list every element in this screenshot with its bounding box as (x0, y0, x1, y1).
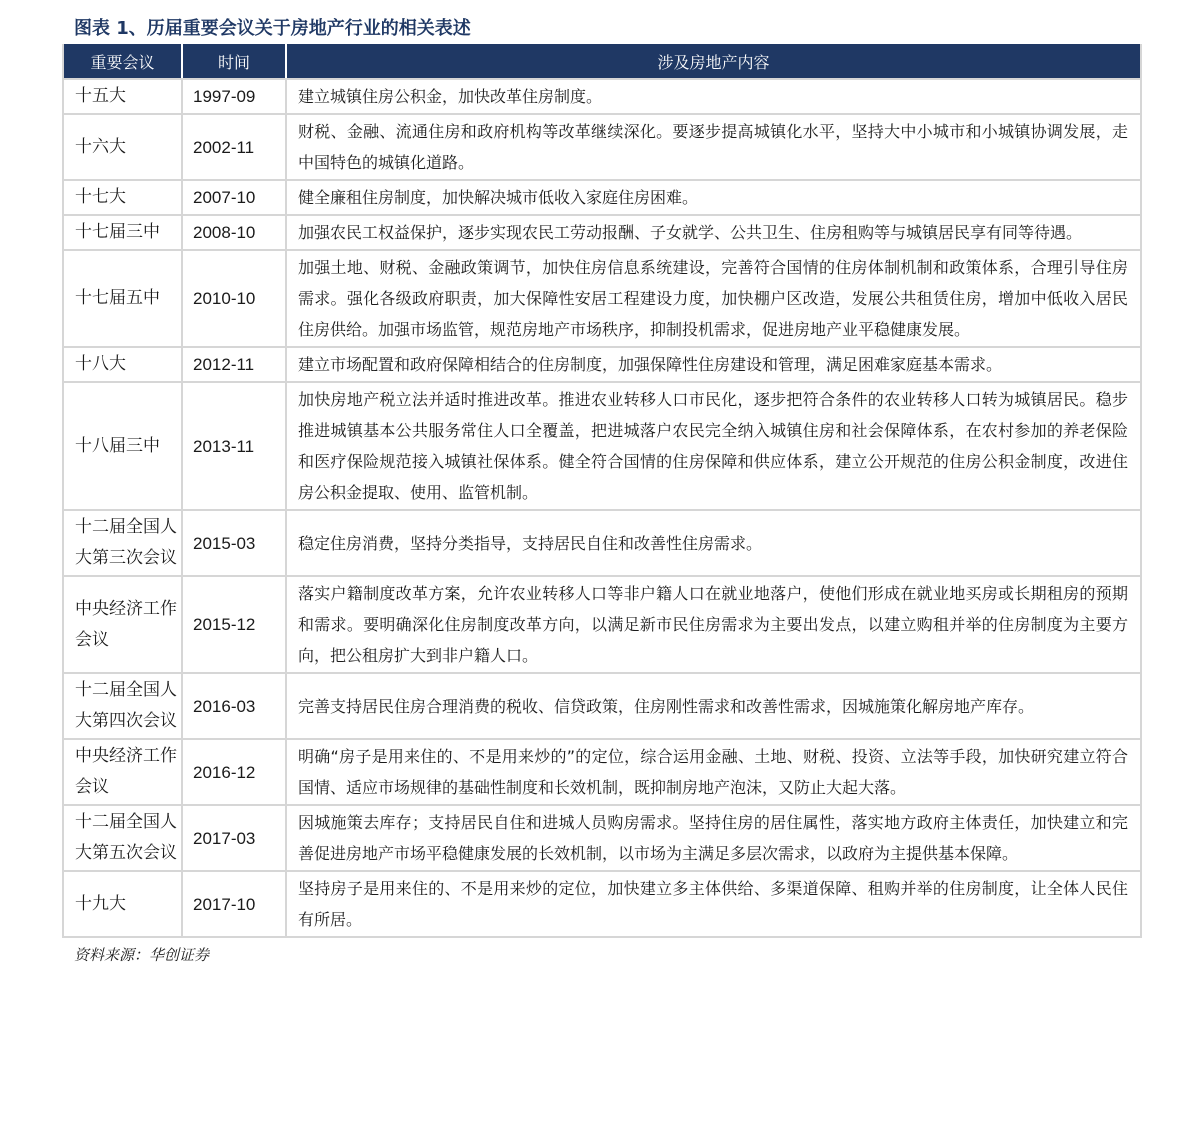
content-cell: 坚持房子是用来住的、不是用来炒的定位，加快建立多主体供给、多渠道保障、租购并举的住房制度，让全体人民住有所居。 (287, 870, 1140, 936)
time-cell: 2007-10 (183, 179, 287, 214)
meeting-cell: 十八届三中 (64, 381, 183, 509)
time-cell: 2017-03 (183, 804, 287, 870)
content-cell: 因城施策去库存；支持居民自住和进城人员购房需求。坚持住房的居住属性，落实地方政府主体责任，加快建立和完善促进房地产市场平稳健康发展的长效机制，以市场为主满足多层次需求，以政府为主提供基本保障。 (287, 804, 1140, 870)
meeting-cell: 十二届全国人大第三次会议 (64, 509, 183, 575)
time-cell: 2010-10 (183, 249, 287, 346)
meeting-cell: 十七大 (64, 179, 183, 214)
table-row (64, 346, 1140, 381)
table-row (64, 113, 1140, 179)
time-cell: 2002-11 (183, 113, 287, 179)
meeting-cell: 十六大 (64, 113, 183, 179)
time-cell: 2015-12 (183, 575, 287, 672)
content-cell: 健全廉租住房制度，加快解决城市低收入家庭住房困难。 (287, 179, 1140, 214)
time-cell: 2012-11 (183, 346, 287, 381)
time-cell: 2008-10 (183, 214, 287, 249)
table-row (64, 381, 1140, 509)
content-cell: 稳定住房消费，坚持分类指导，支持居民自住和改善性住房需求。 (287, 509, 1140, 575)
time-cell: 2015-03 (183, 509, 287, 575)
meeting-cell: 十九大 (64, 870, 183, 936)
time-cell: 2016-12 (183, 738, 287, 804)
content-cell: 建立市场配置和政府保障相结合的住房制度，加强保障性住房建设和管理，满足困难家庭基本需求。 (287, 346, 1140, 381)
meeting-cell: 十五大 (64, 78, 183, 113)
content-cell: 财税、金融、流通住房和政府机构等改革继续深化。要逐步提高城镇化水平，坚持大中小城市和小城镇协调发展，走中国特色的城镇化道路。 (287, 113, 1140, 179)
content-cell: 加强农民工权益保护，逐步实现农民工劳动报酬、子女就学、公共卫生、住房租购等与城镇居民享有同等待遇。 (287, 214, 1140, 249)
header-time: 时间 (183, 44, 287, 78)
source-note: 资料来源：华创证券 (74, 946, 210, 964)
meeting-cell: 十七届五中 (64, 249, 183, 346)
content-cell: 加快房地产税立法并适时推进改革。推进农业转移人口市民化，逐步把符合条件的农业转移人口转为城镇居民。稳步推进城镇基本公共服务常住人口全覆盖，把进城落户农民完全纳入城镇住房和社会保障体系，在农村参加的养老保险和医疗保险规范接入城镇社保体系。健全符合国情的住房保障和供应体系，建立公开规范的住房公积金制度，改进住房公积金提取、使用、监管机制。 (287, 381, 1140, 509)
meeting-cell: 十八大 (64, 346, 183, 381)
table-caption: 图表 1、历届重要会议关于房地产行业的相关表述 (74, 18, 471, 39)
table-row (64, 78, 1140, 113)
table-row (64, 575, 1140, 672)
table-row (64, 738, 1140, 804)
time-cell: 1997-09 (183, 78, 287, 113)
meeting-cell: 十二届全国人大第四次会议 (64, 672, 183, 738)
table-row (64, 179, 1140, 214)
table-row (64, 672, 1140, 738)
document-page (62, 14, 1138, 965)
time-cell: 2013-11 (183, 381, 287, 509)
content-cell: 完善支持居民住房合理消费的税收、信贷政策，住房刚性需求和改善性需求，因城施策化解房地产库存。 (287, 672, 1140, 738)
content-cell: 加强土地、财税、金融政策调节，加快住房信息系统建设，完善符合国情的住房体制机制和政策体系，合理引导住房需求。强化各级政府职责，加大保障性安居工程建设力度，加快棚户区改造，发展公共租赁住房，增加中低收入居民住房供给。加强市场监管，规范房地产市场秩序，抑制投机需求，促进房地产业平稳健康发展。 (287, 249, 1140, 346)
content-cell: 明确“房子是用来住的、不是用来炒的”的定位，综合运用金融、土地、财税、投资、立法等手段，加快研究建立符合国情、适应市场规律的基础性制度和长效机制，既抑制房地产泡沫，又防止大起大落。 (287, 738, 1140, 804)
time-cell: 2016-03 (183, 672, 287, 738)
table-row (64, 804, 1140, 870)
table-header-row (64, 44, 1140, 78)
table-row (64, 249, 1140, 346)
meeting-cell: 中央经济工作会议 (64, 575, 183, 672)
content-cell: 建立城镇住房公积金，加快改革住房制度。 (287, 78, 1140, 113)
table-row (64, 870, 1140, 936)
table-row (64, 509, 1140, 575)
header-meeting: 重要会议 (64, 44, 183, 78)
table-row (64, 214, 1140, 249)
header-content: 涉及房地产内容 (287, 44, 1140, 78)
meeting-cell: 十二届全国人大第五次会议 (64, 804, 183, 870)
meeting-cell: 十七届三中 (64, 214, 183, 249)
time-cell: 2017-10 (183, 870, 287, 936)
content-cell: 落实户籍制度改革方案，允许农业转移人口等非户籍人口在就业地落户，使他们形成在就业地买房或长期租房的预期和需求。要明确深化住房制度改革方向，以满足新市民住房需求为主要出发点，以建立购租并举的住房制度为主要方向，把公租房扩大到非户籍人口。 (287, 575, 1140, 672)
meeting-cell: 中央经济工作会议 (64, 738, 183, 804)
meetings-table (62, 44, 1142, 938)
